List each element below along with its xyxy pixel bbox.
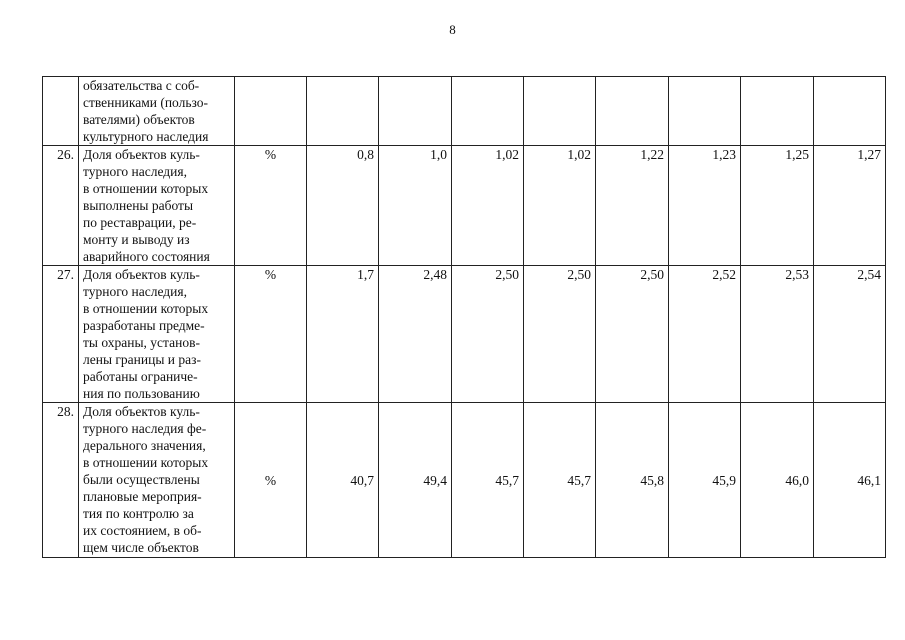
description-line: по реставрации, ре- [83,215,197,230]
description-line: ты охраны, установ- [83,335,200,350]
description-line: вателями) объектов [83,112,195,127]
value-cell: 0,8 [307,146,379,266]
description-line: в отношении которых [83,301,209,316]
description-line: ния по пользованию [83,386,200,401]
value-cell [379,77,452,146]
value-cell: 1,27 [814,146,886,266]
description-line: тия по контролю за [83,506,194,521]
unit-cell: % [235,403,307,558]
table-row [43,77,886,146]
description-line: разработаны предме- [83,318,205,333]
indicator-description [79,403,235,558]
row-number: 26. [43,146,79,266]
description-line: плановые мероприя- [83,489,202,504]
table-row [43,403,886,558]
value-cell: 2,54 [814,266,886,403]
description-line: обязательства с соб- [83,78,200,93]
value-cell: 46,0 [741,403,814,558]
indicator-description [79,146,235,266]
value-cell: 1,0 [379,146,452,266]
unit-cell [235,77,307,146]
description-line: культурного наследия [83,129,209,144]
description-line: щем числе объектов [83,540,199,555]
row-number [43,77,79,146]
table-row [43,146,886,266]
value-cell: 1,02 [524,146,596,266]
row-number: 27. [43,266,79,403]
description-line: их состоянием, в об- [83,523,202,538]
value-cell [524,77,596,146]
description-line: ственниками (пользо- [83,95,209,110]
description-line: Доля объектов куль- [83,404,200,419]
description-line: дерального значения, [83,438,206,453]
value-cell [596,77,669,146]
value-cell: 2,48 [379,266,452,403]
value-cell: 2,50 [596,266,669,403]
indicator-description [79,77,235,146]
value-cell: 1,02 [452,146,524,266]
unit-cell: % [235,266,307,403]
description-line: были осуществлены [83,472,200,487]
value-cell: 1,25 [741,146,814,266]
row-number: 28. [43,403,79,558]
value-cell: 2,53 [741,266,814,403]
value-cell: 45,9 [669,403,741,558]
value-cell: 45,7 [452,403,524,558]
value-cell: 1,23 [669,146,741,266]
description-line: турного наследия фе- [83,421,207,436]
unit-cell: % [235,146,307,266]
value-cell [741,77,814,146]
description-line: турного наследия, [83,284,187,299]
value-cell: 2,50 [524,266,596,403]
description-line: работаны ограниче- [83,369,198,384]
description-line: лены границы и раз- [83,352,201,367]
description-line: в отношении которых [83,181,209,196]
indicator-description [79,266,235,403]
value-cell [452,77,524,146]
value-cell: 2,50 [452,266,524,403]
description-line: выполнены работы [83,198,194,213]
description-line: Доля объектов куль- [83,147,200,162]
description-line: монту и выводу из [83,232,190,247]
description-line: Доля объектов куль- [83,267,200,282]
table-row [43,266,886,403]
indicators-table [42,76,886,558]
page-number: 8 [449,22,456,37]
value-cell: 1,22 [596,146,669,266]
value-cell: 2,52 [669,266,741,403]
value-cell [814,77,886,146]
description-line: в отношении которых [83,455,209,470]
description-line: турного наследия, [83,164,187,179]
value-cell: 1,7 [307,266,379,403]
value-cell: 40,7 [307,403,379,558]
value-cell: 46,1 [814,403,886,558]
value-cell: 45,7 [524,403,596,558]
description-line: аварийного состояния [83,249,210,264]
value-cell [307,77,379,146]
value-cell: 45,8 [596,403,669,558]
value-cell [669,77,741,146]
value-cell: 49,4 [379,403,452,558]
